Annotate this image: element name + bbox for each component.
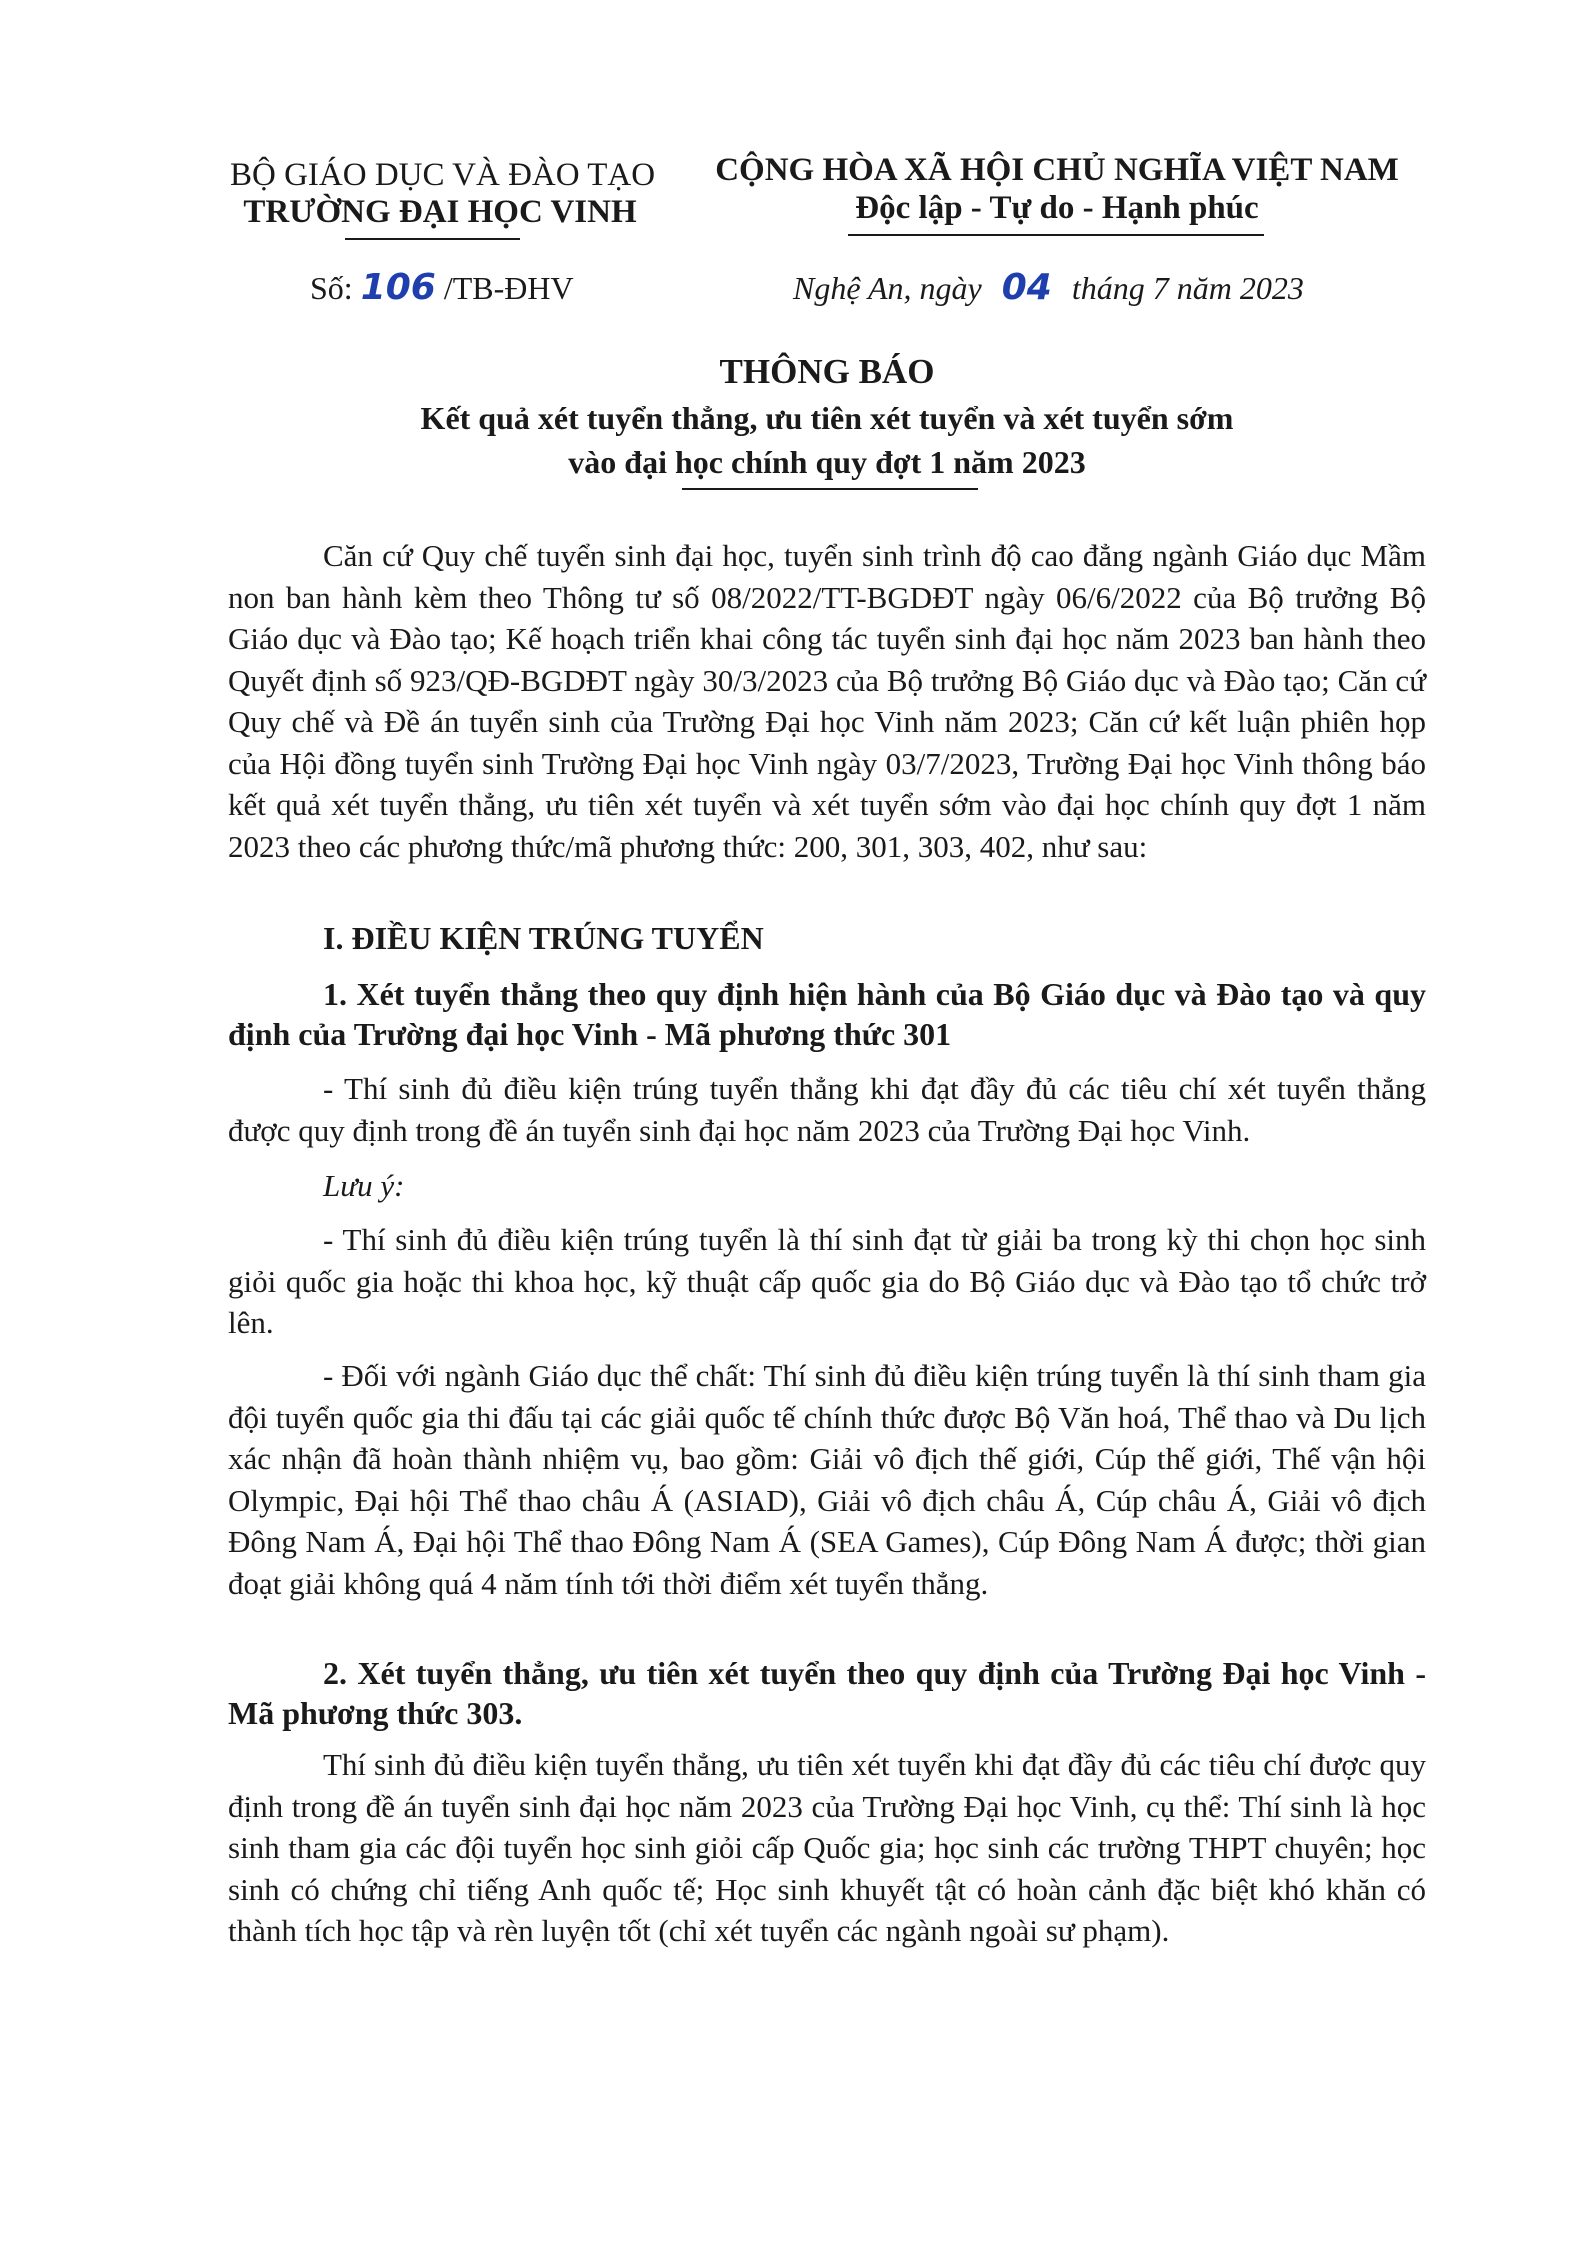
notice-subtitle-2: vào đại học chính quy đợt 1 năm 2023: [568, 444, 1086, 480]
university-name: TRƯỜNG ĐẠI HỌC VINH: [243, 194, 637, 230]
notice-subtitle-1: Kết quả xét tuyển thẳng, ưu tiên xét tuyển và xét tuyển sớm: [420, 400, 1234, 436]
number-suffix: /TB-ĐHV: [443, 270, 574, 306]
date-suffix: tháng 7 năm 2023: [1071, 270, 1304, 306]
document-date: [793, 268, 1304, 308]
handwritten-day: 04: [1001, 267, 1052, 308]
item-2-text: Thí sinh đủ điều kiện tuyển thẳng, ưu tiên xét tuyển khi đạt đầy đủ các tiêu chí được quy định trong đề án tuyển sinh đại học năm 2023 của Trường Đại học Vinh, cụ thể: Thí sinh là học sinh tham gia các đội tuyển học sinh giỏi cấp Quốc gia; học sinh các trường THPT chuyên; học sinh có chứng chỉ tiếng Anh quốc tế; Học sinh khuyết tật có hoàn cảnh đặc biệt khó khăn có thành tích học tập và rèn luyện tốt (chỉ xét tuyển các ngành ngoài sư phạm).: [228, 1747, 1426, 1948]
date-prefix: Nghệ An, ngày: [793, 270, 982, 306]
document-number: [310, 268, 574, 308]
handwritten-number: 106: [360, 267, 436, 308]
motto-underline: [848, 234, 1264, 236]
section-1-heading: I. ĐIỀU KIỆN TRÚNG TUYỂN: [323, 920, 764, 956]
item-2-heading: 2. Xét tuyển thẳng, ưu tiên xét tuyển theo quy định của Trường Đại học Vinh - Mã phương thức 303.: [228, 1655, 1426, 1731]
note-2: - Đối với ngành Giáo dục thể chất: Thí sinh đủ điều kiện trúng tuyển là thí sinh tham gia đội tuyển quốc gia thi đấu tại các giải quốc tế chính thức được Bộ Văn hoá, Thể thao và Du lịch xác nhận đã hoàn thành nhiệm vụ, bao gồm: Giải vô địch thế giới, Cúp thế giới, Thế vận hội Olympic, Đại hội Thể thao châu Á (ASIAD), Giải vô địch châu Á, Cúp châu Á, Giải vô địch Đông Nam Á, Đại hội Thể thao Đông Nam Á (SEA Games), Cúp Đông Nam Á được; thời gian đoạt giải không quá 4 năm tính tới thời điểm xét tuyển thẳng.: [228, 1358, 1426, 1601]
number-prefix: Số:: [310, 270, 353, 306]
ministry-name: BỘ GIÁO DỤC VÀ ĐÀO TẠO: [230, 157, 656, 193]
national-motto: Độc lập - Tự do - Hạnh phúc: [855, 190, 1259, 226]
university-underline: [345, 238, 520, 240]
intro-paragraph: Căn cứ Quy chế tuyển sinh đại học, tuyển sinh trình độ cao đẳng ngành Giáo dục Mầm non ban hành kèm theo Thông tư số 08/2022/TT-BGDĐT ngày 06/6/2022 của Bộ trưởng Bộ Giáo dục và Đào tạo; Kế hoạch triển khai công tác tuyển sinh đại học năm 2023 ban hành theo Quyết định số 923/QĐ-BGDĐT ngày 30/3/2023 của Bộ trưởng Bộ Giáo dục và Đào tạo; Căn cứ Quy chế và Đề án tuyển sinh của Trường Đại học Vinh năm 2023; Căn cứ kết luận phiên họp của Hội đồng tuyển sinh Trường Đại học Vinh ngày 03/7/2023, Trường Đại học Vinh thông báo kết quả xét tuyển thẳng, ưu tiên xét tuyển và xét tuyển sớm vào đại học chính quy đợt 1 năm 2023 theo các phương thức/mã phương thức: 200, 301, 303, 402, như sau:: [228, 538, 1426, 864]
country-name: CỘNG HÒA XÃ HỘI CHỦ NGHĨA VIỆT NAM: [715, 152, 1399, 188]
note-label: Lưu ý:: [323, 1168, 405, 1203]
title-underline: [682, 488, 978, 490]
notice-title: THÔNG BÁO: [719, 352, 935, 391]
item-1-text: - Thí sinh đủ điều kiện trúng tuyển thẳng khi đạt đầy đủ các tiêu chí xét tuyển thẳng được quy định trong đề án tuyển sinh đại học năm 2023 của Trường Đại học Vinh.: [228, 1071, 1426, 1148]
item-1-heading: 1. Xét tuyển thẳng theo quy định hiện hành của Bộ Giáo dục và Đào tạo và quy định của Trường đại học Vinh - Mã phương thức 301: [228, 976, 1426, 1052]
note-1: - Thí sinh đủ điều kiện trúng tuyển là thí sinh đạt từ giải ba trong kỳ thi chọn học sinh giỏi quốc gia hoặc thi khoa học, kỹ thuật cấp quốc gia do Bộ Giáo dục và Đào tạo tổ chức trở lên.: [228, 1222, 1426, 1340]
